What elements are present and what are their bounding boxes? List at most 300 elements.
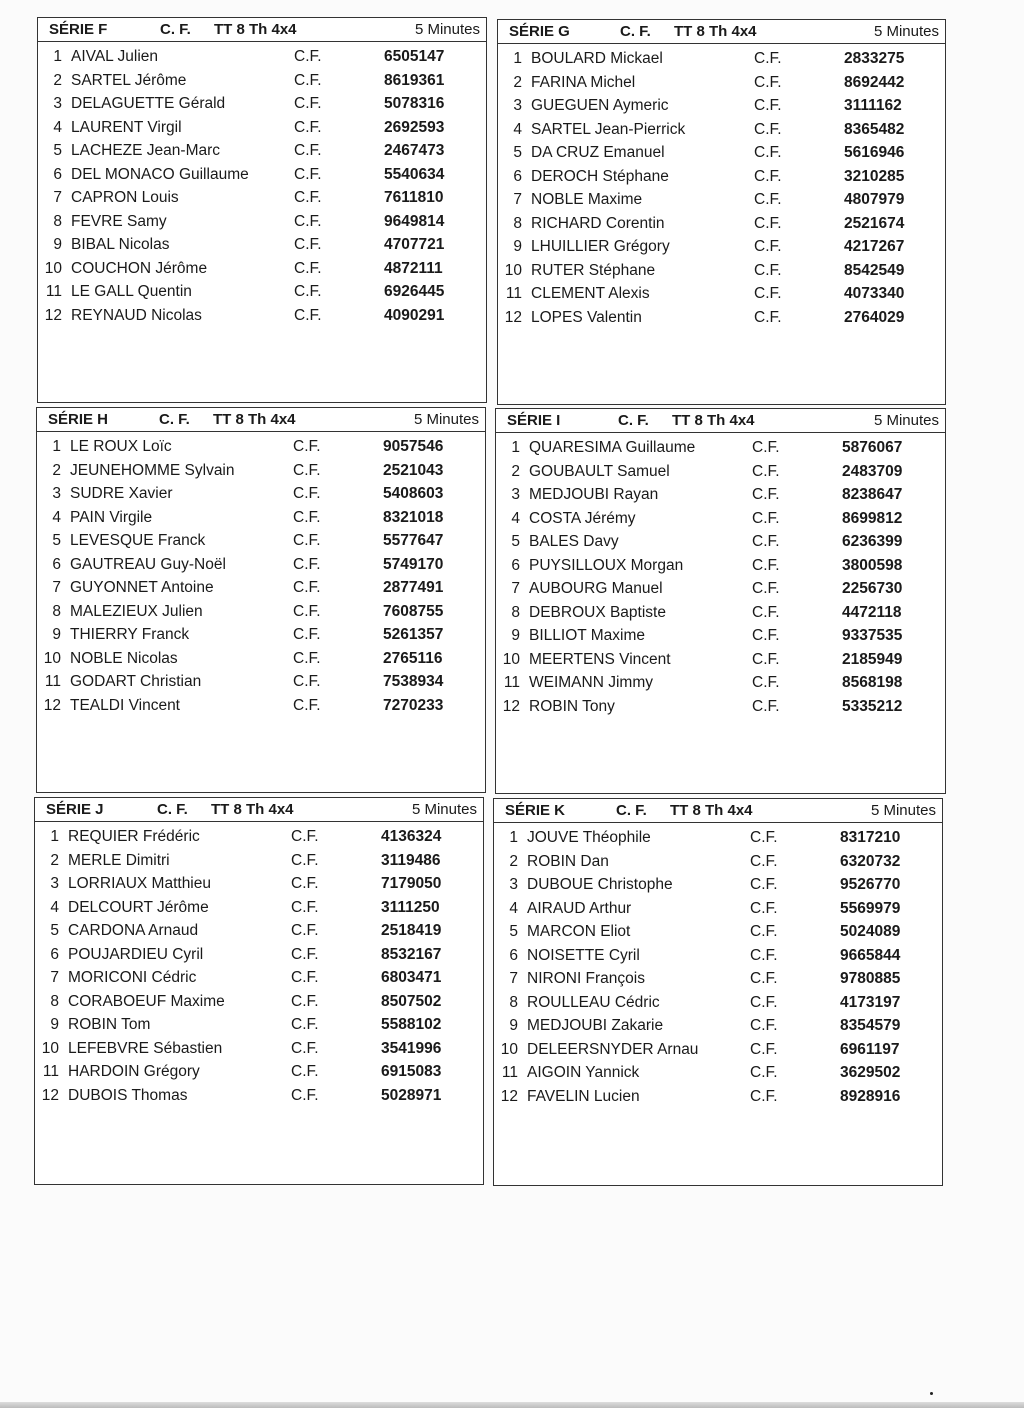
competitor-club: C.F. (294, 95, 322, 112)
table-row (498, 141, 945, 165)
competitor-name: SUDRE Xavier (70, 485, 173, 502)
table-row (498, 235, 945, 259)
table-row (494, 920, 942, 944)
competitor-name: QUARESIMA Guillaume (529, 439, 696, 456)
competitor-club: C.F. (750, 1087, 778, 1105)
license-number: 3210285 (844, 167, 905, 185)
competitor-club: C.F. (291, 922, 319, 939)
competitor-club: C.F. (293, 696, 321, 714)
competitor-club: C.F. (291, 1086, 319, 1104)
license-number: 6320732 (840, 852, 901, 870)
license-number: 8928916 (840, 1087, 901, 1105)
table-row (494, 967, 942, 991)
table-row (496, 436, 945, 460)
license-number: 9337535 (842, 627, 903, 644)
table-row (494, 1061, 942, 1085)
table-row (37, 506, 485, 530)
competitor-club: C.F. (291, 1063, 319, 1080)
competitor-name: WEIMANN Jimmy (529, 674, 653, 691)
competitor-club: C.F. (750, 1064, 778, 1081)
competitor-name: LE GALL Quentin (71, 283, 192, 300)
license-number: 8321018 (383, 508, 444, 526)
table-row (498, 47, 945, 71)
table-row (496, 554, 945, 578)
serie-title: SÉRIE G (509, 23, 570, 40)
competitor-name: NOBLE Nicolas (70, 649, 178, 667)
table-row (496, 648, 945, 672)
competitor-name: DELCOURT Jérôme (68, 898, 209, 916)
competitor-name: GUYONNET Antoine (70, 579, 214, 596)
table-row (38, 186, 486, 210)
license-number: 8365482 (844, 120, 905, 138)
serie-box (493, 798, 943, 1186)
competitor-name: MEDJOUBI Rayan (529, 486, 659, 503)
row-number: 1 (509, 829, 518, 846)
competitor-name: MEDJOUBI Zakarie (527, 1017, 664, 1034)
competitor-name: REQUIER Frédéric (68, 828, 200, 845)
row-number: 1 (53, 48, 62, 65)
competitor-club: C.F. (754, 285, 782, 302)
competitor-club: C.F. (293, 579, 321, 596)
competitor-club: C.F. (754, 120, 782, 138)
row-number: 1 (511, 439, 520, 456)
license-number: 2521674 (844, 214, 905, 232)
table-row (496, 483, 945, 507)
row-number: 11 (42, 1063, 59, 1080)
table-row (37, 600, 485, 624)
competitor-club: C.F. (294, 189, 322, 206)
competitor-name: BOULARD Mickael (531, 50, 663, 67)
serie-box (37, 17, 487, 403)
license-number: 4090291 (384, 306, 445, 324)
table-row (494, 1085, 942, 1109)
competitor-club: C.F. (294, 118, 322, 136)
competitor-name: DELEERSNYDER Arnau (527, 1040, 699, 1058)
competitor-name: CARDONA Arnaud (68, 922, 199, 939)
row-number: 11 (501, 1064, 518, 1081)
competitor-club: C.F. (750, 876, 778, 893)
competitor-club: C.F. (291, 828, 319, 845)
license-number: 6915083 (381, 1063, 442, 1080)
row-number: 10 (44, 259, 62, 277)
competitor-club: C.F. (293, 485, 321, 502)
row-number: 1 (513, 50, 522, 67)
competitor-name: BILLIOT Maxime (529, 627, 646, 644)
competitor-club: C.F. (293, 626, 321, 643)
competitor-name: AIRAUD Arthur (527, 899, 632, 917)
row-number: 3 (50, 875, 59, 892)
competitor-club: C.F. (291, 898, 319, 916)
license-number: 5028971 (381, 1086, 442, 1104)
competitor-name: CLEMENT Alexis (531, 285, 650, 302)
row-number: 8 (50, 992, 59, 1010)
table-row (498, 71, 945, 95)
row-number: 7 (509, 970, 518, 987)
competitor-name: AIVAL Julien (71, 48, 159, 65)
license-number: 5749170 (383, 555, 444, 573)
competitor-club: C.F. (752, 486, 780, 503)
competitor-club: C.F. (750, 852, 778, 870)
row-number: 8 (509, 993, 518, 1011)
competitor-name: AIGOIN Yannick (527, 1064, 640, 1081)
license-number: 8532167 (381, 945, 442, 963)
table-row (498, 165, 945, 189)
row-number: 8 (53, 212, 62, 230)
serie-club: C. F. (618, 412, 649, 429)
license-number: 2256730 (842, 580, 903, 597)
table-row (38, 45, 486, 69)
license-number: 6803471 (381, 969, 442, 986)
competitor-name: LE ROUX Loïc (70, 438, 172, 455)
competitor-club: C.F. (752, 556, 780, 574)
license-number: 8692442 (844, 73, 905, 91)
row-number: 6 (509, 946, 518, 964)
license-number: 7270233 (383, 696, 444, 714)
table-row (38, 163, 486, 187)
table-row (494, 826, 942, 850)
license-number: 2518419 (381, 922, 442, 939)
competitor-club: C.F. (291, 851, 319, 869)
serie-title: SÉRIE I (507, 412, 561, 429)
row-number: 6 (52, 555, 61, 573)
serie-header (37, 408, 485, 432)
row-number: 12 (43, 696, 61, 714)
competitor-club: C.F. (293, 438, 321, 455)
table-row (37, 459, 485, 483)
competitor-club: C.F. (293, 649, 321, 667)
table-row (496, 671, 945, 695)
competitor-club: C.F. (754, 50, 782, 67)
competitor-club: C.F. (754, 167, 782, 185)
competitor-name: NOISETTE Cyril (527, 946, 640, 964)
competitor-name: JEUNEHOMME Sylvain (70, 461, 235, 479)
row-number: 4 (52, 508, 61, 526)
serie-header (498, 20, 945, 44)
competitor-name: GOUBAULT Samuel (529, 462, 670, 480)
competitor-club: C.F. (291, 1039, 319, 1057)
table-row (35, 943, 483, 967)
license-number: 3541996 (381, 1039, 442, 1057)
table-row (37, 553, 485, 577)
license-number: 8699812 (842, 509, 903, 527)
license-number: 4173197 (840, 993, 901, 1011)
competitor-club: C.F. (754, 261, 782, 279)
license-number: 5577647 (383, 532, 444, 549)
serie-header (38, 18, 486, 42)
row-number: 10 (502, 650, 520, 668)
competitor-club: C.F. (750, 829, 778, 846)
competitor-club: C.F. (291, 945, 319, 963)
competitor-club: C.F. (750, 970, 778, 987)
table-row (498, 188, 945, 212)
row-number: 9 (53, 236, 62, 253)
competitor-name: ROBIN Tony (529, 697, 615, 715)
row-number: 6 (513, 167, 522, 185)
license-number: 8317210 (840, 829, 901, 846)
row-number: 7 (50, 969, 59, 986)
competitor-club: C.F. (294, 71, 322, 89)
competitor-name: JOUVE Théophile (527, 829, 651, 846)
competitor-name: LAURENT Virgil (71, 118, 182, 136)
competitor-name: DUBOIS Thomas (68, 1086, 188, 1104)
row-number: 9 (509, 1017, 518, 1034)
row-number: 3 (52, 485, 61, 502)
table-row (37, 694, 485, 718)
license-number: 8568198 (842, 674, 903, 691)
competitor-name: CORABOEUF Maxime (68, 992, 225, 1010)
competitor-club: C.F. (291, 875, 319, 892)
competitor-club: C.F. (752, 650, 780, 668)
row-number: 12 (41, 1086, 59, 1104)
serie-club: C. F. (160, 21, 191, 38)
competitor-club: C.F. (750, 993, 778, 1011)
competitor-name: RICHARD Corentin (531, 214, 665, 232)
table-row (35, 990, 483, 1014)
row-number: 5 (53, 142, 62, 159)
row-number: 9 (513, 238, 522, 255)
table-row (498, 259, 945, 283)
table-row (37, 623, 485, 647)
competitor-club: C.F. (752, 603, 780, 621)
serie-duration: 5 Minutes (414, 21, 480, 38)
table-row (496, 577, 945, 601)
competitor-name: ROBIN Dan (527, 852, 609, 870)
row-number: 9 (52, 626, 61, 643)
license-number: 3629502 (840, 1064, 901, 1081)
competitor-club: C.F. (294, 283, 322, 300)
table-row (37, 482, 485, 506)
table-row (494, 873, 942, 897)
row-number: 12 (502, 697, 520, 715)
row-number: 11 (45, 283, 62, 300)
serie-club: C. F. (157, 801, 188, 818)
row-number: 2 (513, 73, 522, 91)
serie-club: C. F. (159, 411, 190, 428)
competitor-name: LORRIAUX Matthieu (68, 875, 211, 892)
license-number: 5335212 (842, 697, 903, 715)
table-row (35, 1013, 483, 1037)
competitor-name: RUTER Stéphane (531, 261, 656, 279)
table-row (494, 944, 942, 968)
table-row (498, 212, 945, 236)
scan-speck (930, 1392, 933, 1395)
row-number: 6 (53, 165, 62, 183)
competitor-club: C.F. (754, 238, 782, 255)
competitor-club: C.F. (294, 306, 322, 324)
table-row (496, 624, 945, 648)
table-row (35, 966, 483, 990)
competitor-club: C.F. (750, 899, 778, 917)
row-number: 7 (53, 189, 62, 206)
competitor-club: C.F. (291, 992, 319, 1010)
license-number: 6236399 (842, 533, 903, 550)
competitor-club: C.F. (294, 142, 322, 159)
license-number: 5569979 (840, 899, 901, 917)
license-number: 5024089 (840, 923, 901, 940)
competitor-club: C.F. (752, 697, 780, 715)
serie-header (494, 799, 942, 823)
serie-event: TT 8 Th 4x4 (670, 802, 753, 819)
license-number: 8507502 (381, 992, 442, 1010)
table-row (37, 647, 485, 671)
table-row (496, 530, 945, 554)
row-number: 8 (52, 602, 61, 620)
competitor-name: REYNAUD Nicolas (71, 306, 202, 324)
row-number: 10 (500, 1040, 518, 1058)
competitor-name: FARINA Michel (531, 73, 636, 91)
table-row (35, 825, 483, 849)
table-row (38, 280, 486, 304)
competitor-name: BALES Davy (529, 533, 619, 550)
license-number: 2692593 (384, 118, 445, 136)
competitor-club: C.F. (750, 1017, 778, 1034)
competitor-club: C.F. (293, 555, 321, 573)
license-number: 4807979 (844, 191, 905, 208)
competitor-club: C.F. (294, 48, 322, 65)
license-number: 2764029 (844, 308, 905, 326)
serie-rows (37, 432, 485, 717)
serie-box (495, 408, 946, 794)
table-row (35, 919, 483, 943)
serie-duration: 5 Minutes (873, 412, 939, 429)
license-number: 3119486 (381, 851, 441, 869)
table-row (494, 897, 942, 921)
row-number: 12 (500, 1087, 518, 1105)
license-number: 5261357 (383, 626, 444, 643)
competitor-name: BIBAL Nicolas (71, 236, 170, 253)
table-row (35, 849, 483, 873)
table-row (38, 92, 486, 116)
table-row (494, 991, 942, 1015)
license-number: 4136324 (381, 828, 442, 845)
license-number: 2467473 (384, 142, 445, 159)
row-number: 1 (52, 438, 61, 455)
table-row (38, 210, 486, 234)
competitor-club: C.F. (750, 946, 778, 964)
competitor-club: C.F. (754, 214, 782, 232)
competitor-name: LEVESQUE Franck (70, 532, 206, 549)
competitor-club: C.F. (293, 461, 321, 479)
competitor-name: FAVELIN Lucien (527, 1087, 640, 1105)
row-number: 7 (52, 579, 61, 596)
table-row (35, 1084, 483, 1108)
competitor-club: C.F. (294, 165, 322, 183)
license-number: 2483709 (842, 462, 903, 480)
scan-edge (0, 1402, 1024, 1408)
competitor-name: DELAGUETTE Gérald (71, 95, 226, 112)
serie-box (497, 19, 946, 405)
competitor-club: C.F. (752, 674, 780, 691)
table-row (37, 670, 485, 694)
row-number: 2 (50, 851, 59, 869)
license-number: 9665844 (840, 946, 901, 964)
competitor-club: C.F. (752, 462, 780, 480)
serie-club: C. F. (616, 802, 647, 819)
license-number: 9649814 (384, 212, 445, 230)
license-number: 9526770 (840, 876, 901, 893)
row-number: 4 (53, 118, 62, 136)
license-number: 4472118 (842, 603, 902, 621)
license-number: 8619361 (384, 71, 445, 89)
table-row (496, 460, 945, 484)
competitor-name: DEBROUX Baptiste (529, 603, 666, 621)
competitor-name: MORICONI Cédric (68, 969, 197, 986)
serie-box (36, 407, 486, 793)
row-number: 12 (504, 308, 522, 326)
license-number: 5408603 (383, 485, 444, 502)
row-number: 5 (52, 532, 61, 549)
license-number: 5876067 (842, 439, 903, 456)
competitor-club: C.F. (754, 73, 782, 91)
table-row (35, 1060, 483, 1084)
competitor-club: C.F. (752, 439, 780, 456)
serie-rows (494, 823, 942, 1108)
license-number: 7538934 (383, 673, 444, 690)
serie-box (34, 797, 484, 1185)
table-row (38, 116, 486, 140)
serie-duration: 5 Minutes (873, 23, 939, 40)
table-row (38, 69, 486, 93)
competitor-name: TEALDI Vincent (70, 696, 180, 714)
license-number: 6926445 (384, 283, 445, 300)
competitor-club: C.F. (754, 144, 782, 161)
license-number: 5078316 (384, 95, 445, 112)
table-row (496, 601, 945, 625)
competitor-club: C.F. (294, 236, 322, 253)
license-number: 6961197 (840, 1040, 900, 1058)
competitor-name: DA CRUZ Emanuel (531, 144, 665, 161)
license-number: 5540634 (384, 165, 445, 183)
table-row (498, 306, 945, 330)
table-row (494, 1038, 942, 1062)
row-number: 6 (50, 945, 59, 963)
serie-duration: 5 Minutes (413, 411, 479, 428)
competitor-club: C.F. (754, 191, 782, 208)
row-number: 10 (504, 261, 522, 279)
row-number: 10 (43, 649, 61, 667)
license-number: 2877491 (383, 579, 444, 596)
row-number: 3 (509, 876, 518, 893)
row-number: 2 (52, 461, 61, 479)
row-number: 1 (50, 828, 59, 845)
competitor-club: C.F. (293, 673, 321, 690)
row-number: 3 (53, 95, 62, 112)
competitor-name: DEL MONACO Guillaume (71, 165, 249, 183)
row-number: 7 (513, 191, 522, 208)
row-number: 3 (513, 97, 522, 114)
license-number: 7179050 (381, 875, 442, 892)
competitor-club: C.F. (293, 602, 321, 620)
license-number: 3800598 (842, 556, 903, 574)
competitor-name: LOPES Valentin (531, 308, 642, 326)
row-number: 11 (44, 673, 61, 690)
serie-title: SÉRIE H (48, 411, 109, 428)
row-number: 2 (511, 462, 520, 480)
competitor-name: COSTA Jérémy (529, 509, 636, 527)
row-number: 10 (41, 1039, 59, 1057)
table-row (35, 896, 483, 920)
serie-rows (38, 42, 486, 327)
competitor-club: C.F. (750, 923, 778, 940)
table-row (35, 872, 483, 896)
license-number: 2833275 (844, 50, 905, 67)
serie-title: SÉRIE F (49, 21, 108, 38)
serie-rows (35, 822, 483, 1107)
serie-event: TT 8 Th 4x4 (672, 412, 755, 429)
row-number: 4 (50, 898, 59, 916)
row-number: 4 (509, 899, 518, 917)
competitor-name: LACHEZE Jean-Marc (71, 142, 221, 159)
